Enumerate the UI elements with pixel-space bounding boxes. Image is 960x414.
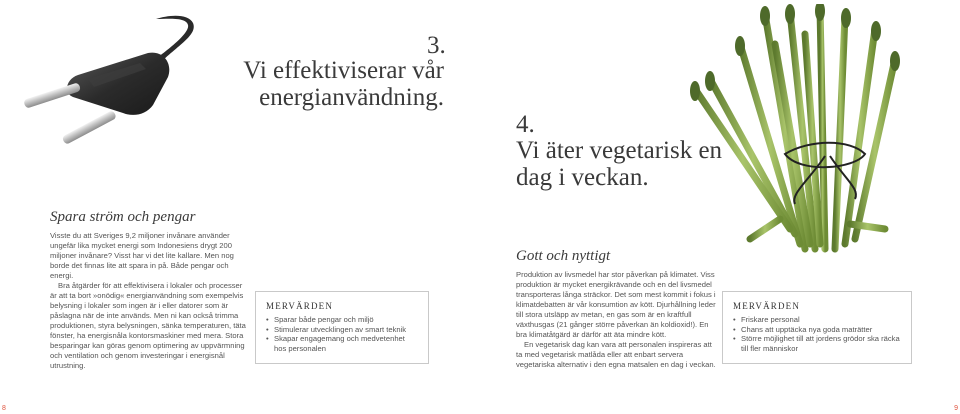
section-title: Vi äter vegetarisk en dag i veckan. xyxy=(516,137,723,191)
section-heading: Gott och nyttigt xyxy=(516,248,611,264)
benefits-list xyxy=(733,315,901,353)
benefits-box xyxy=(722,291,912,364)
benefits-list xyxy=(266,315,418,353)
box-title: MERVÄRDEN xyxy=(266,301,334,311)
asparagus-image xyxy=(680,4,910,254)
list-item: • Större möjlighet till att jordens grödor ska räcka till fler människor xyxy=(733,334,901,353)
power-plug-image xyxy=(18,5,208,155)
body-text xyxy=(516,270,716,370)
list-item: • Skapar engagemang och medvetenhet hos personalen xyxy=(266,334,418,353)
list-item: • Chans att upptäcka nya goda maträtter xyxy=(733,325,901,335)
page-number: 9 xyxy=(954,405,958,412)
section-number: 4. xyxy=(516,111,535,138)
benefits-box xyxy=(255,291,429,364)
list-item: • Friskare personal xyxy=(733,315,901,325)
body-text xyxy=(50,231,250,371)
paragraph: Produktion av livsmedel har stor påverkan på klimatet. Viss produktion är mycket energikrävande och en del livsmedel transporteras långa sträckor. Det som mest kommit i fokus i klimatdebatten är vår konsumtion av kött. Djurhållning leder till stora utsläpp av metan, en gas som är en kraftfull växthusgas (21 gånger större påverkan än koldioxid!). En bra klimatåtgärd är därför att äta mindre kött. xyxy=(516,270,716,339)
paragraph: Bra åtgärder för att effektivisera i lokaler och processer är att ta bort »onödig« energianvändning som exempelvis belysning i lokaler som ingen är i eller datorer som är påslagna när de inte används. Men ni kan också trimma produktionen, styra belysningen, sänka temperaturen, täta fönster, ha energisnåla kontorsmaskiner med mera. Stora besparingar kan göras genom optimering av uppvärmning och ventilation och genom investeringar i energisnål utrustning. xyxy=(50,281,246,370)
section-heading: Spara ström och pengar xyxy=(50,209,196,225)
list-item: • Sparar både pengar och miljö xyxy=(266,315,418,325)
list-item: • Stimulerar utvecklingen av smart teknik xyxy=(266,325,418,335)
page-number: 8 xyxy=(2,405,6,412)
section-number: 3. xyxy=(427,32,446,59)
paragraph: Visste du att Sveriges 9,2 miljoner invånare använder ungefär lika mycket energi som Indonesiens drygt 200 miljoner invånare? Visst har vi det lite kallare. Men nog borde det finnas lite att spara in på. Både pengar och energi. xyxy=(50,231,234,280)
paragraph: En vegetarisk dag kan vara att personalen inspireras att ta med vegetarisk matlåda eller att enbart servera vegetariska alternativ i den egna matsalen en dag i veckan. xyxy=(516,340,716,369)
box-title: MERVÄRDEN xyxy=(733,301,801,311)
section-title: Vi effektiviserar vår energianvändning. xyxy=(243,57,444,111)
